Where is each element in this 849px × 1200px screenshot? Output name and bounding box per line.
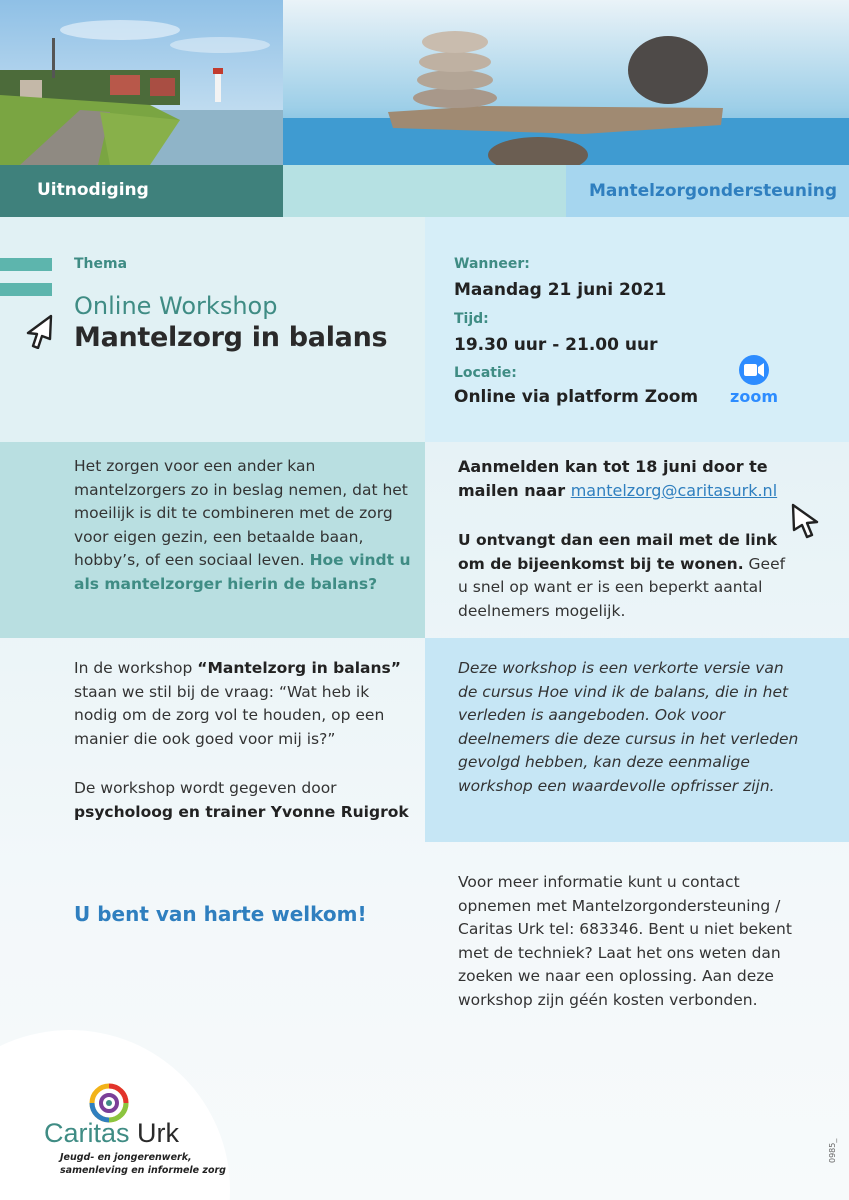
intro-text: Het zorgen voor een ander kan mantelzorgers zo in beslag nemen, dat het moeilijk is dit te combineren met de zorg voor eigen gezin, een betaalde baan, hobby’s, of een sociaal leven. (74, 457, 408, 570)
logo-tagline: Jeugd- en jongerenwerk, (60, 1152, 192, 1163)
email-link[interactable]: mantelzorg@caritasurk.nl (570, 480, 778, 500)
logo-name (44, 1118, 179, 1149)
logo-tagline: samenleving en informele zorg (60, 1165, 226, 1176)
document-code: 0985_ (828, 1138, 837, 1163)
event-panel (425, 217, 849, 442)
location-value: Online via platform Zoom (454, 387, 699, 407)
cursor-arrow-icon (24, 313, 54, 349)
logo-name-caritas: Caritas (44, 1118, 130, 1148)
time-value: 19.30 uur - 21.00 uur (454, 335, 658, 355)
theme-label: Thema (74, 256, 128, 272)
logo-name-urk: Urk (137, 1118, 180, 1148)
confirm-rest: Geef u snel op want er is een beperkt aantal deelnemers mogelijk. (458, 554, 786, 620)
zoom-logo-text: zoom (730, 387, 778, 406)
trainer-name: psycholoog en trainer Yvonne Ruigrok (74, 802, 409, 821)
service-label: Mantelzorgondersteuning (589, 181, 838, 201)
workshop-title: Mantelzorg in balans (74, 322, 388, 353)
location-label: Locatie: (454, 365, 517, 381)
when-value: Maandag 21 juni 2021 (454, 280, 667, 300)
accent-bar (0, 258, 52, 271)
signup-text: Aanmelden kan tot 18 juni door te mailen naar (458, 457, 768, 500)
middle-band (283, 165, 566, 217)
workshop-text-after: staan we stil bij de vraag: “Wat heb ik nodig om de zorg vol te houden, op een manier die ook goed voor mij is?” (74, 682, 385, 748)
time-label: Tijd: (454, 311, 489, 327)
trainer-intro: De workshop wordt gegeven door (74, 779, 337, 797)
contact-paragraph: Voor meer informatie kunt u contact opnemen met Mantelzorgondersteuning / Caritas Urk tel: 683346. Bent u niet bekent met de techniek? Laat het ons weten dan zoeken we naar een oplossing. Aan deze workshop zijn géén kosten verbonden. (458, 873, 792, 1009)
workshop-title-quote: “Mantelzorg in balans” (197, 659, 401, 677)
workshop-subtitle: Online Workshop (74, 292, 278, 320)
trainer-paragraph (74, 777, 414, 824)
accent-bar (0, 283, 52, 296)
intro-paragraph (74, 455, 414, 597)
zoom-logo-icon (724, 354, 784, 406)
when-label: Wanneer: (454, 256, 530, 272)
confirm-paragraph (458, 529, 798, 623)
intro-highlight: Hoe vindt u als mantelzorger hierin de balans? (74, 551, 411, 593)
balancing-stones-photo (283, 0, 849, 165)
workshop-text-before: In de workshop (74, 659, 193, 677)
workshop-paragraph (74, 657, 414, 751)
confirm-bold: U ontvangt dan een mail met de link om de bijeenkomst bij te wonen. (458, 531, 778, 573)
note-paragraph: Deze workshop is een verkorte versie van de cursus Hoe vind ik de balans, die in het verleden is aangeboden. Ook voor deelnemers die deze cursus in het verleden gevolgd hebben, kan deze eenmalige workshop een waardevolle opfrisser zijn. (458, 659, 799, 795)
signup-paragraph (458, 455, 818, 502)
welcome-heading: U bent van harte welkom! (74, 902, 367, 926)
harbor-photo (0, 0, 283, 165)
invitation-label: Uitnodiging (37, 180, 149, 200)
